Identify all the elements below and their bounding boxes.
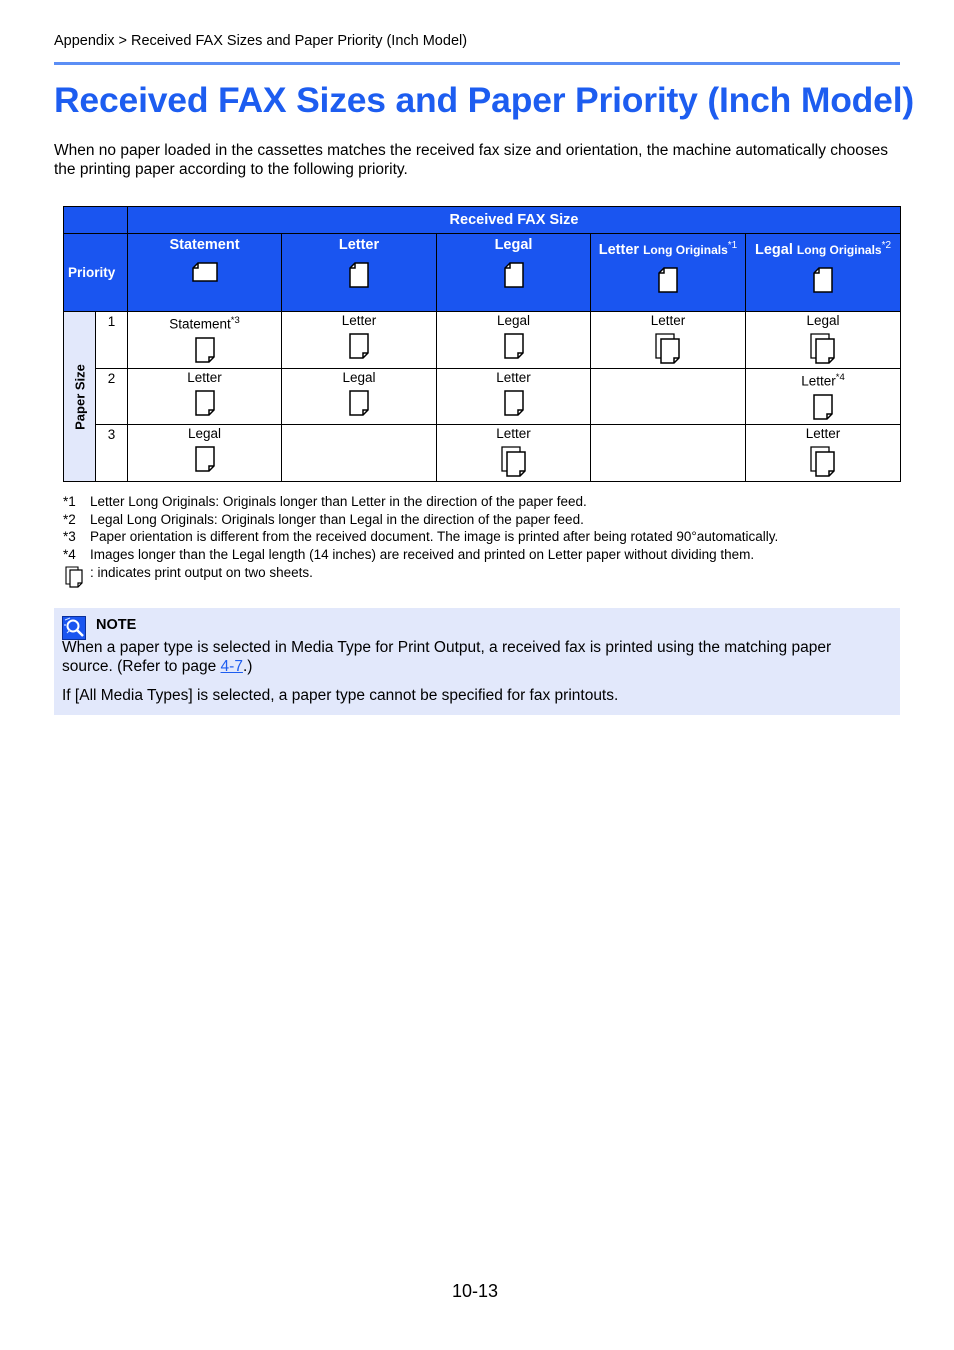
portrait-page-icon [282, 262, 436, 292]
table-cell [282, 369, 437, 425]
portrait-page-icon [591, 267, 745, 297]
cell-text: Letter [801, 373, 836, 389]
column-header [746, 234, 901, 312]
footnote [63, 546, 900, 564]
column-subtitle: Long Originals [796, 242, 882, 257]
page-icon [437, 390, 590, 419]
note-heading: NOTE [96, 617, 137, 633]
column-label [128, 237, 281, 254]
breadcrumb: Appendix > Received FAX Sizes and Paper Priority (Inch Model) [54, 33, 468, 49]
footnote-marker: *1 [63, 494, 76, 509]
column-header [591, 234, 746, 312]
paper-size-label: Paper Size [72, 363, 87, 430]
table-cell [746, 312, 901, 369]
table-cell [437, 312, 591, 369]
priority-header: Priority [64, 234, 128, 312]
footnote [63, 511, 900, 529]
page-icon [128, 337, 281, 366]
table-row [64, 312, 901, 369]
page-icon [282, 390, 436, 419]
received-fax-size-header: Received FAX Size [128, 207, 901, 234]
cell-text-wrap [128, 370, 281, 386]
landscape-page-icon [128, 262, 281, 286]
column-header [282, 234, 437, 312]
cell-text-wrap [591, 313, 745, 329]
cell-text-wrap [746, 313, 900, 329]
footnote [63, 493, 900, 511]
table-cell [437, 369, 591, 425]
cell-text-wrap [746, 426, 900, 442]
table-cell [746, 425, 901, 482]
column-label [437, 237, 590, 254]
cell-text-wrap [746, 370, 900, 390]
page-link[interactable]: 4-7 [220, 658, 243, 675]
page-icon [128, 446, 281, 475]
cell-text-wrap [282, 313, 436, 329]
column-header [437, 234, 591, 312]
table-cell [282, 425, 437, 482]
column-title: Legal [494, 237, 533, 253]
column-subtitle: Long Originals [643, 242, 728, 257]
cell-text: Letter [341, 313, 377, 328]
note-paragraph-2: If [All Media Types] is selected, a paper type cannot be specified for fax printouts. [62, 687, 619, 704]
intro-paragraph: When no paper loaded in the cassettes matches the received fax size and orientation, the machine automatically chooses the printing paper according to the following priority. [54, 142, 889, 178]
table-cell [437, 425, 591, 482]
column-header [128, 234, 282, 312]
page-icon [437, 333, 590, 362]
table-cell [282, 312, 437, 369]
cell-text: Letter [805, 426, 841, 441]
header-rule [54, 62, 900, 65]
priority-number: 3 [96, 425, 128, 482]
table-cell [591, 425, 746, 482]
cell-text: Letter [496, 426, 531, 441]
paper-size-side-label [64, 312, 96, 482]
column-title: Letter [598, 241, 640, 258]
priority-number: 2 [96, 369, 128, 425]
table-cell [128, 425, 282, 482]
footnote-text: Paper orientation is different from the received document. The image is printed after being rotated 90°automatically. [90, 529, 779, 545]
column-title: Statement [169, 237, 240, 253]
footnote-mark: *1 [727, 240, 738, 251]
footnote-marker: *4 [63, 547, 76, 563]
column-label [282, 237, 436, 254]
priority-table [63, 206, 901, 482]
footnotes [63, 493, 900, 581]
cell-text: Letter [650, 313, 686, 328]
portrait-page-icon [746, 267, 900, 297]
cell-text: Legal [342, 370, 376, 385]
table-cell [591, 312, 746, 369]
note-box [54, 608, 900, 715]
two-sheets-icon [437, 446, 590, 481]
cell-text-wrap [437, 313, 590, 329]
footnote-text: Legal Long Originals: Originals longer than Legal in the direction of the paper feed. [90, 511, 584, 527]
cell-text-wrap [437, 426, 590, 442]
priority-number: 1 [96, 312, 128, 369]
cell-text: Letter [187, 370, 222, 385]
header-row-columns [64, 234, 901, 312]
note-text-end: .) [242, 658, 253, 675]
header-row-top [64, 207, 901, 234]
footnote-marker: *2 [63, 511, 76, 527]
two-sheets-icon [591, 333, 745, 368]
legend-text: : indicates print output on two sheets. [90, 564, 313, 580]
portrait-page-icon [437, 262, 590, 292]
page-icon [282, 333, 436, 362]
table-cell [128, 369, 282, 425]
two-sheets-icon [65, 566, 84, 593]
page-number: 10-13 [452, 1281, 499, 1301]
cell-text-wrap [128, 313, 281, 333]
column-label [746, 237, 900, 259]
page-title: Received FAX Sizes and Paper Priority (Inch Model) [54, 80, 914, 120]
footnote-marker: *3 [63, 529, 76, 545]
note-text: When a paper type is selected in Media Type for Print Output, a received fax is printed using the matching paper source. (Refer to page [62, 639, 832, 675]
header-corner [64, 207, 128, 234]
footnote-mark: *3 [230, 315, 240, 326]
footnote-text: Images longer than the Legal length (14 inches) are received and printed on Letter paper without dividing them. [90, 547, 755, 563]
cell-text-wrap [128, 426, 281, 442]
cell-text-wrap [437, 370, 590, 386]
table-cell [591, 369, 746, 425]
table-cell [746, 369, 901, 425]
column-title: Legal [755, 241, 793, 258]
page-icon [128, 390, 281, 419]
two-sheets-icon [746, 333, 900, 368]
footnote-mark: *4 [835, 372, 845, 383]
cell-text: Letter [496, 370, 531, 385]
cell-text-wrap [282, 370, 436, 386]
table-cell [128, 312, 282, 369]
footnote-text: Letter Long Originals: Originals longer than Letter in the direction of the paper feed. [90, 494, 587, 509]
page-icon [746, 394, 900, 423]
footnote [63, 528, 900, 546]
cell-text: Legal [187, 426, 222, 441]
cell-text: Legal [806, 313, 840, 328]
table-row [64, 369, 901, 425]
column-title: Letter [338, 237, 380, 253]
two-sheets-legend [63, 564, 900, 582]
two-sheets-icon [746, 446, 900, 481]
table-row [64, 425, 901, 482]
cell-text: Legal [496, 313, 531, 328]
footnote-mark: *2 [881, 240, 892, 251]
column-label [591, 237, 745, 259]
note-paragraph-1 [62, 638, 882, 676]
cell-text: Statement [169, 316, 231, 332]
